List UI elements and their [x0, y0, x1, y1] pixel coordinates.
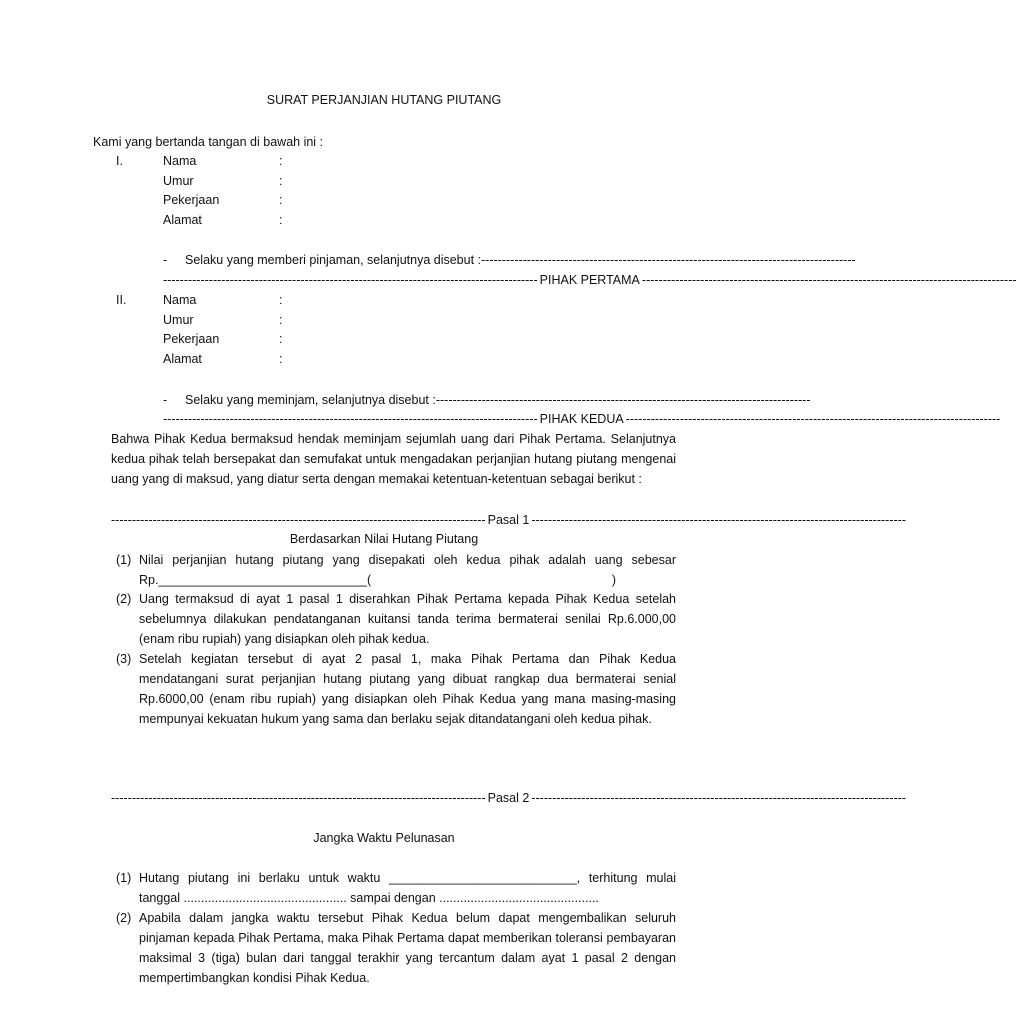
- party2-field-nama: Nama: [163, 293, 197, 307]
- item-number: (3): [116, 652, 132, 666]
- item-number: (2): [116, 592, 132, 606]
- pasal1-item-2: [111, 589, 676, 649]
- item-number: (1): [116, 871, 132, 885]
- party2-field-umur: Umur: [163, 313, 194, 327]
- party1-label: PIHAK PERTAMA: [539, 273, 640, 287]
- dash-fill: ------------------------------------------------------------------------------------------: [435, 393, 811, 407]
- pasal2-item-2: [111, 908, 676, 988]
- amount-close-paren: ): [611, 573, 616, 587]
- amount-blank: Rp.______________________________(: [139, 573, 372, 587]
- party1-colon: :: [279, 174, 283, 188]
- item-text: Hutang piutang ini berlaku untuk waktu ___________________________, terhitung mulai tanggal ............................................... sampai dengan ..............................................: [139, 871, 676, 905]
- document-title: SURAT PERJANJIAN HUTANG PIUTANG: [266, 93, 502, 107]
- party2-colon: :: [279, 293, 283, 307]
- item-text: Apabila dalam jangka waktu tersebut Pihak Kedua belum dapat mengembalikan seluruh pinjaman kepada Pihak Pertama, maka Pihak Pertama dapat memberikan toleransi pembayaran maksimal 3 (tiga) bulan dari tanggal terakhir yang tercantum dalam ayat 1 pasal 2 dengan mempertimbangkan kondisi Pihak Kedua.: [139, 911, 676, 985]
- agreement-intro: Bahwa Pihak Kedua bermaksud hendak meminjam sejumlah uang dari Pihak Pertama. Selanjutnya kedua pihak telah bersepakat dan semufakat untuk mengadakan perjanjian hutang piutang mengenai uang yang di maksud, yang diatur serta dengan memakai ketentuan-ketentuan sebagai berikut :: [111, 432, 676, 486]
- party1-field-nama: Nama: [163, 154, 197, 168]
- dash-fill: ------------------------------------------------------------------------------------------: [481, 253, 856, 267]
- party2-label: PIHAK KEDUA: [539, 412, 624, 426]
- intro-text: Kami yang bertanda tangan di bawah ini :: [93, 135, 324, 149]
- dash-fill: ------------------------------------------------------------------------------------------: [531, 791, 906, 805]
- pasal1-item-1: [111, 550, 676, 590]
- dash-fill: ------------------------------------------------------------------------------------------: [625, 412, 1001, 426]
- pasal2-item-1: [111, 868, 676, 908]
- party1-colon: :: [279, 154, 283, 168]
- party2-bullet: -: [163, 393, 168, 407]
- pasal1-divider: [111, 510, 906, 530]
- party1-colon: :: [279, 213, 283, 227]
- item-number: (2): [116, 911, 132, 925]
- pasal1-label: Pasal 1: [487, 513, 530, 527]
- party2-role-row: [185, 390, 811, 410]
- party1-field-umur: Umur: [163, 174, 194, 188]
- dash-fill: ------------------------------------------------------------------------------------------: [163, 273, 538, 287]
- dash-fill: ------------------------------------------------------------------------------------------: [531, 513, 906, 527]
- party2-colon: :: [279, 313, 283, 327]
- party2-colon: :: [279, 352, 283, 366]
- item-amount-line: [139, 570, 676, 590]
- party1-label-row: [163, 270, 1017, 290]
- party1-role-row: [185, 250, 856, 270]
- pasal1-item-3: [111, 649, 676, 729]
- party1-field-alamat: Alamat: [163, 213, 202, 227]
- pasal2-heading: Jangka Waktu Pelunasan: [313, 831, 455, 845]
- pasal2-divider: [111, 788, 906, 808]
- party1-roman: I.: [116, 154, 123, 168]
- party2-colon: :: [279, 332, 283, 346]
- dash-fill: ------------------------------------------------------------------------------------------: [111, 513, 486, 527]
- party2-field-alamat: Alamat: [163, 352, 202, 366]
- pasal1-heading: Berdasarkan Nilai Hutang Piutang: [289, 532, 479, 546]
- party2-field-pekerjaan: Pekerjaan: [163, 332, 220, 346]
- party1-bullet: -: [163, 253, 168, 267]
- item-text: Nilai perjanjian hutang piutang yang disepakati oleh kedua pihak adalah uang sebesar: [139, 553, 676, 567]
- party2-role-text: Selaku yang meminjam, selanjutnya disebut :: [185, 393, 436, 407]
- party1-role-text: Selaku yang memberi pinjaman, selanjutnya disebut :: [185, 253, 482, 267]
- pasal2-label: Pasal 2: [487, 791, 530, 805]
- dash-fill: ------------------------------------------------------------------------------------------: [111, 791, 486, 805]
- item-number: (1): [116, 553, 132, 567]
- party2-roman: II.: [116, 293, 127, 307]
- party1-field-pekerjaan: Pekerjaan: [163, 193, 220, 207]
- item-text: Uang termaksud di ayat 1 pasal 1 diserahkan Pihak Pertama kepada Pihak Kedua setelah sebelumnya dilakukan pendatanganan kuitansi tanda terima bermaterai senilai Rp.6.000,00 (enam ribu rupiah) yang disiapkan oleh pihak kedua.: [139, 592, 676, 646]
- party2-label-row: [163, 409, 1001, 429]
- item-text: Setelah kegiatan tersebut di ayat 2 pasal 1, maka Pihak Pertama dan Pihak Kedua mendatangani surat perjanjian hutang piutang yang dibuat rangkap dua bermaterai senial Rp.6000,00 (enam ribu rupiah) yang disiapkan oleh Pihak Kedua yang mana masing-masing mempunyai kekuatan hukum yang sama dan berlaku sejak ditandatangani oleh kedua pihak.: [139, 652, 676, 726]
- party1-colon: :: [279, 193, 283, 207]
- dash-fill: ------------------------------------------------------------------------------------------: [163, 412, 538, 426]
- dash-fill: ------------------------------------------------------------------------------------------: [641, 273, 1017, 287]
